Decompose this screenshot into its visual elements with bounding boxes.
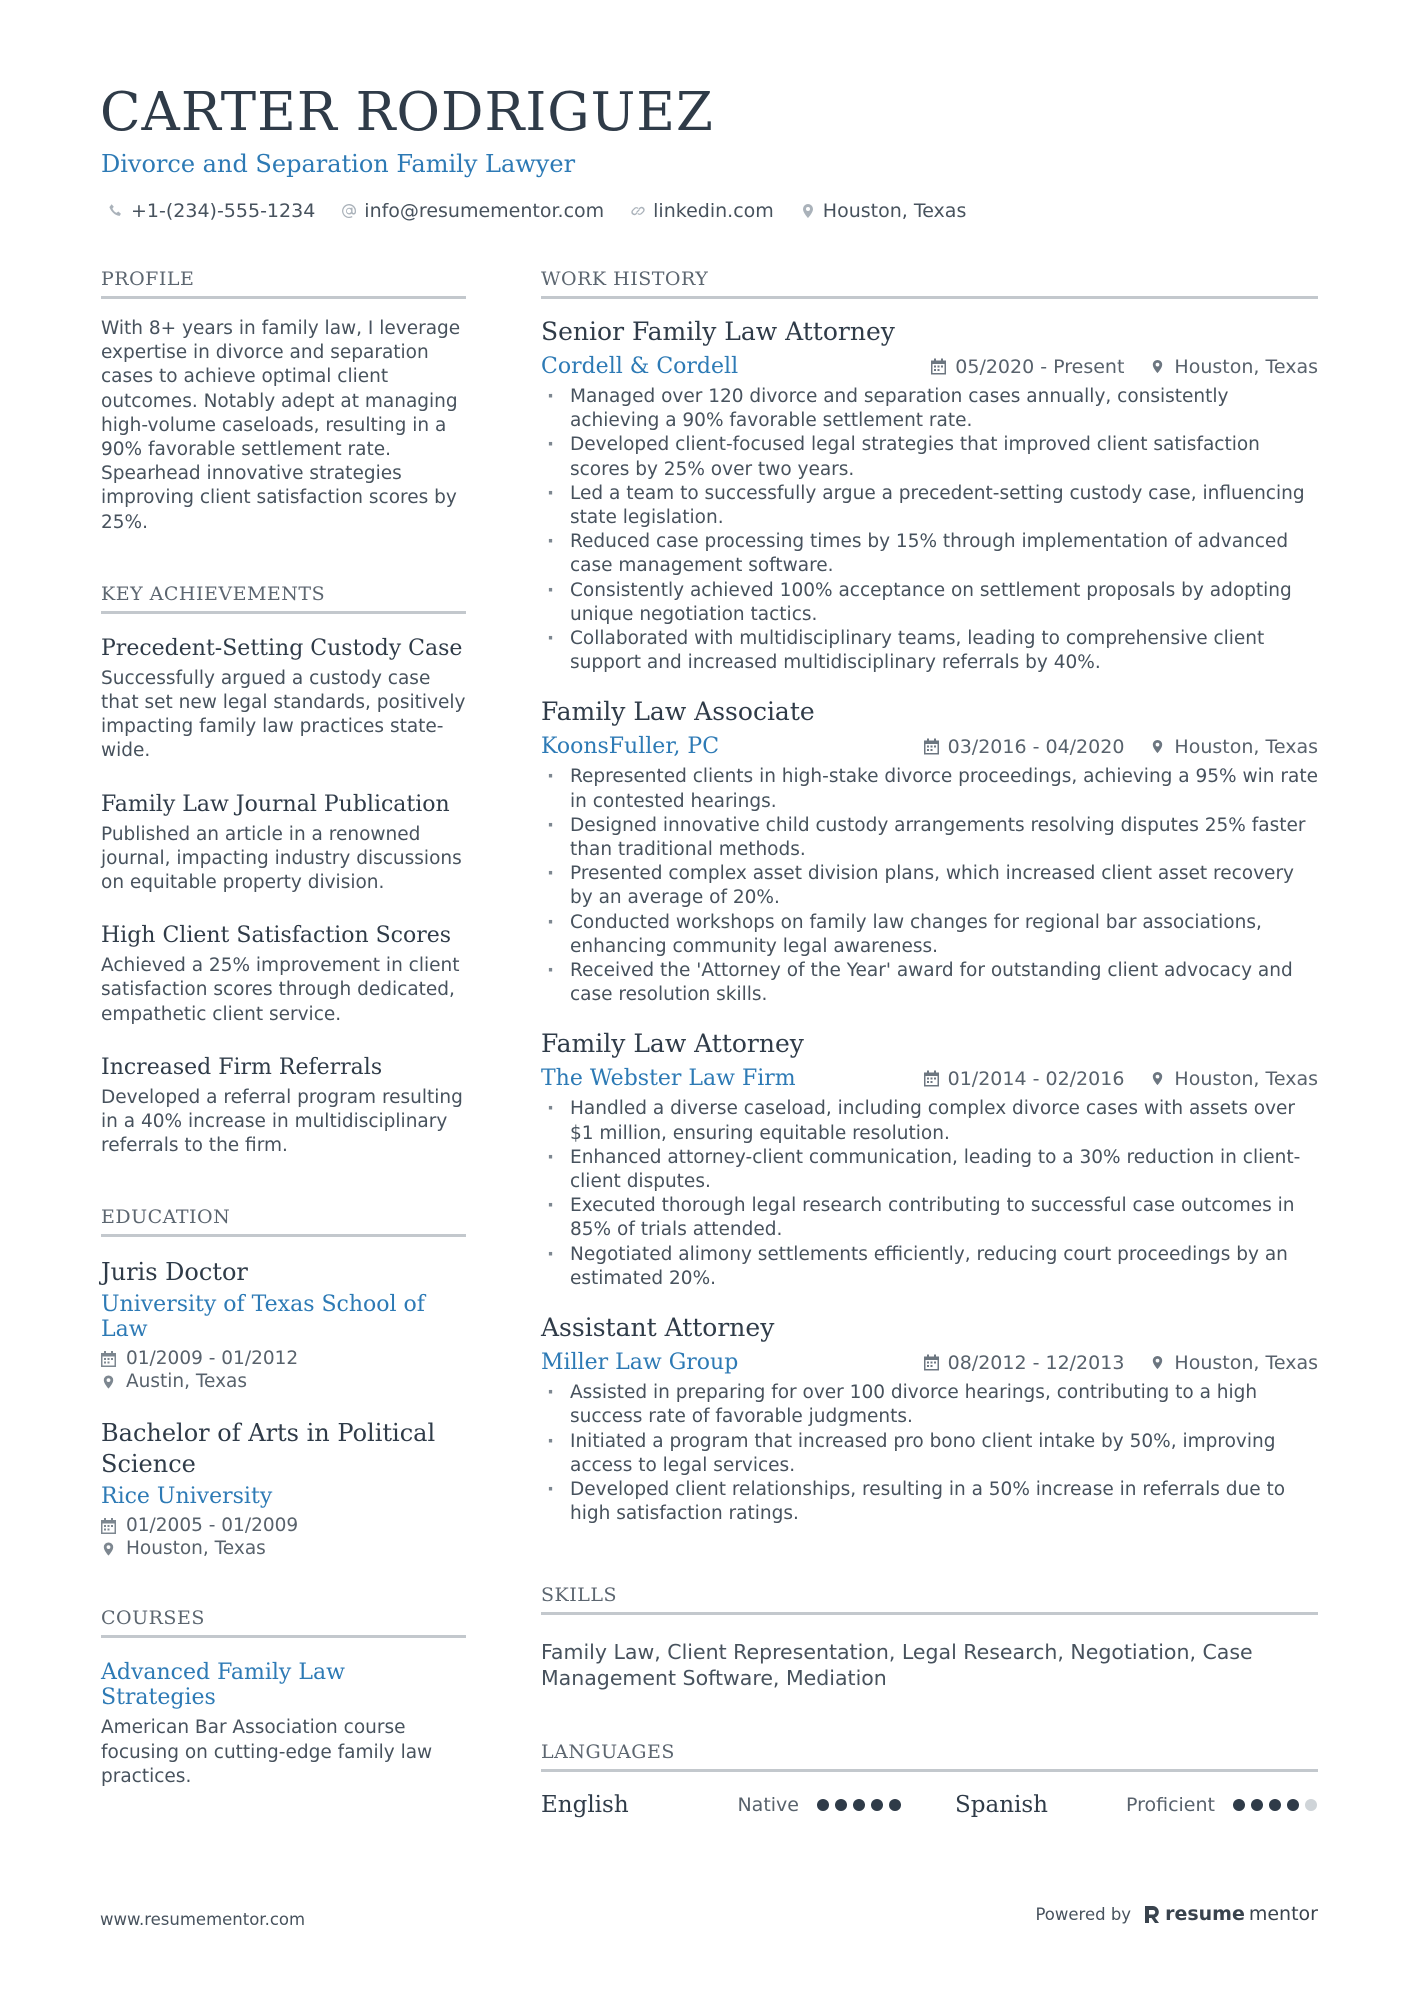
job-title: Senior Family Law Attorney bbox=[541, 317, 895, 346]
language-level: Native bbox=[737, 1794, 799, 1817]
candidate-title: Divorce and Separation Family Lawyer bbox=[101, 150, 576, 178]
job-bullet: · Reduced case processing times by 15% through implementation of advanced case management software. bbox=[541, 530, 1318, 578]
right-column bbox=[541, 268, 1318, 1818]
job-location-text: Houston, Texas bbox=[1174, 1351, 1318, 1374]
achievement-title: High Client Satisfaction Scores bbox=[101, 923, 452, 949]
job-title: Assistant Attorney bbox=[541, 1313, 775, 1343]
job-entry bbox=[541, 317, 1318, 675]
job-dates-text: 05/2020 - Present bbox=[955, 355, 1125, 378]
job-bullets bbox=[541, 385, 1318, 675]
job-dates bbox=[924, 736, 1125, 758]
profile-heading: PROFILE bbox=[101, 268, 466, 299]
job-bullet: · Assisted in preparing for over 100 divorce hearings, contributing to a high success rate of favorable judgments. bbox=[541, 1381, 1318, 1429]
contact-bar bbox=[108, 200, 966, 222]
language-item bbox=[541, 1792, 901, 1818]
language-item bbox=[955, 1792, 1317, 1818]
job-bullets bbox=[541, 765, 1318, 1007]
powered-by-text: Powered by bbox=[1035, 1904, 1132, 1924]
language-name: English bbox=[541, 1792, 629, 1819]
rating-dot-filled bbox=[1233, 1799, 1245, 1811]
location-pin-icon bbox=[1150, 738, 1165, 755]
link-icon bbox=[630, 203, 646, 219]
job-subline bbox=[541, 1350, 1318, 1375]
job-company: Cordell & Cordell bbox=[541, 354, 739, 379]
courses-heading: COURSES bbox=[101, 1607, 466, 1638]
brand-mark-icon bbox=[1143, 1904, 1161, 1924]
education-location bbox=[101, 1538, 466, 1559]
job-bullets bbox=[541, 1097, 1318, 1291]
job-title: Family Law Associate bbox=[541, 697, 815, 727]
job-location-text: Houston, Texas bbox=[1174, 1067, 1318, 1090]
achievement-title: Increased Firm Referrals bbox=[101, 1054, 383, 1080]
education-location bbox=[101, 1371, 466, 1392]
education-heading: EDUCATION bbox=[101, 1206, 466, 1237]
job-location bbox=[1150, 1352, 1318, 1374]
job-bullet: · Developed client-focused legal strategies that improved client satisfaction scores by 25% over two years. bbox=[541, 433, 1318, 481]
job-subline bbox=[541, 734, 1318, 759]
candidate-name: CARTER RODRIGUEZ bbox=[100, 82, 714, 143]
skills-text: Family Law, Client Representation, Legal Research, Negotiation, Case Management Software, Mediation bbox=[541, 1640, 1253, 1691]
job-bullet: · Enhanced attorney-client communication, leading to a 30% reduction in client-client disputes. bbox=[541, 1146, 1318, 1194]
job-bullet: · Developed client relationships, resulting in a 50% increase in referrals due to high satisfaction ratings. bbox=[541, 1478, 1318, 1526]
left-column bbox=[101, 268, 466, 1789]
achievement-item bbox=[101, 1055, 466, 1159]
achievement-title: Family Law Journal Publication bbox=[101, 791, 450, 817]
job-bullet: · Led a team to successfully argue a precedent-setting custody case, influencing state legislation. bbox=[541, 482, 1318, 530]
education-dates bbox=[101, 1515, 466, 1536]
language-rating bbox=[1233, 1799, 1317, 1811]
calendar-icon bbox=[101, 1518, 116, 1534]
brand-bold: resume bbox=[1165, 1903, 1245, 1925]
job-bullet: · Presented complex asset division plans, which increased client asset recovery by an average of 20%. bbox=[541, 862, 1318, 910]
location-pin-icon bbox=[1150, 1354, 1165, 1371]
job-subline bbox=[541, 354, 1318, 379]
education-dates-text: 01/2009 - 01/2012 bbox=[126, 1348, 299, 1370]
rating-dot-filled bbox=[817, 1799, 829, 1811]
job-company: Miller Law Group bbox=[541, 1350, 739, 1376]
rating-dot-filled bbox=[1287, 1799, 1299, 1811]
at-icon bbox=[341, 203, 357, 219]
contact-email bbox=[341, 200, 604, 222]
job-bullet: · Negotiated alimony settlements efficiently, reducing court proceedings by an estimated 20%. bbox=[541, 1243, 1318, 1291]
course-item bbox=[101, 1660, 466, 1789]
location-pin-icon bbox=[101, 1374, 116, 1390]
job-bullets bbox=[541, 1381, 1318, 1526]
job-bullet: · Collaborated with multidisciplinary teams, leading to comprehensive client support and increased multidisciplinary referrals by 40%. bbox=[541, 627, 1318, 675]
education-location-text: Austin, Texas bbox=[126, 1371, 248, 1393]
education-degree: Bachelor of Arts in Political Science bbox=[101, 1419, 436, 1479]
achievements-heading: KEY ACHIEVEMENTS bbox=[101, 583, 466, 614]
education-school: Rice University bbox=[101, 1484, 273, 1510]
job-subline bbox=[541, 1066, 1318, 1091]
course-title: Advanced Family Law Strategies bbox=[101, 1660, 345, 1711]
rating-dot-empty bbox=[1305, 1799, 1317, 1811]
linkedin-text: linkedin.com bbox=[653, 200, 774, 222]
job-bullet: · Consistently achieved 100% acceptance on settlement proposals by adopting unique negotiation tactics. bbox=[541, 579, 1318, 627]
location-pin-icon bbox=[101, 1541, 116, 1557]
job-dates-text: 08/2012 - 12/2013 bbox=[947, 1351, 1125, 1374]
job-bullet: · Managed over 120 divorce and separation cases annually, consistently achieving a 90% favorable settlement rate. bbox=[541, 385, 1318, 433]
education-school: University of Texas School of Law bbox=[101, 1292, 425, 1343]
education-item bbox=[101, 1418, 466, 1559]
job-bullet: · Designed innovative child custody arrangements resolving disputes 25% faster than traditional methods. bbox=[541, 814, 1318, 862]
education-dates-text: 01/2005 - 01/2009 bbox=[126, 1515, 299, 1537]
footer-url[interactable]: www.resumementor.com bbox=[100, 1910, 306, 1929]
job-location-text: Houston, Texas bbox=[1174, 355, 1318, 378]
job-company: The Webster Law Firm bbox=[541, 1066, 796, 1092]
job-bullet: · Conducted workshops on family law changes for regional bar associations, enhancing community legal awareness. bbox=[541, 911, 1318, 959]
contact-linkedin bbox=[630, 200, 774, 222]
rating-dot-filled bbox=[853, 1799, 865, 1811]
calendar-icon bbox=[924, 1070, 939, 1087]
job-title: Family Law Attorney bbox=[541, 1029, 804, 1059]
languages-heading: LANGUAGES bbox=[541, 1741, 1318, 1772]
language-level: Proficient bbox=[1125, 1794, 1215, 1817]
job-bullet: · Executed thorough legal research contributing to successful case outcomes in 85% of trials attended. bbox=[541, 1194, 1318, 1242]
location-pin-icon bbox=[800, 203, 816, 219]
education-dates bbox=[101, 1348, 466, 1369]
achievement-item bbox=[101, 923, 466, 1027]
achievement-text: Achieved a 25% improvement in client satisfaction scores through dedicated, empathetic client service. bbox=[101, 955, 460, 1025]
job-dates bbox=[931, 356, 1124, 378]
achievement-text: Published an article in a renowned journal, impacting industry discussions on equitable property division. bbox=[101, 823, 462, 894]
job-location bbox=[1150, 736, 1318, 758]
job-location bbox=[1150, 356, 1318, 378]
achievement-text: Successfully argued a custody case that set new legal standards, positively impacting family law practices state-wide. bbox=[101, 667, 466, 762]
calendar-icon bbox=[931, 358, 946, 375]
work-heading: WORK HISTORY bbox=[541, 268, 1318, 299]
job-bullet: · Represented clients in high-stake divorce proceedings, achieving a 95% win rate in contested hearings. bbox=[541, 765, 1318, 813]
contact-phone bbox=[108, 200, 315, 222]
job-dates bbox=[924, 1068, 1125, 1090]
location-pin-icon bbox=[1150, 1070, 1165, 1087]
achievement-text: Developed a referral program resulting in a 40% increase in multidisciplinary referrals to the firm. bbox=[101, 1086, 463, 1157]
job-bullet: · Received the 'Attorney of the Year' award for outstanding client advocacy and case resolution skills. bbox=[541, 959, 1318, 1007]
job-dates bbox=[924, 1352, 1125, 1374]
brand-light: mentor bbox=[1248, 1903, 1318, 1925]
education-item bbox=[101, 1257, 466, 1392]
email-text: info@resumementor.com bbox=[364, 200, 605, 222]
profile-text: With 8+ years in family law, I leverage expertise in divorce and separation cases to achieve optimal client outcomes. Notably adept at managing high-volume caseloads, resulting in a 90% favorable settlement rate. Spearhead innovative strategies improving client satisfaction scores by 25%. bbox=[101, 318, 461, 533]
job-company: KoonsFuller, PC bbox=[541, 734, 720, 760]
job-dates-text: 03/2016 - 04/2020 bbox=[947, 735, 1125, 758]
languages-row bbox=[541, 1792, 1318, 1818]
job-bullet: · Handled a diverse caseload, including complex divorce cases with assets over $1 million, ensuring equitable resolution. bbox=[541, 1097, 1318, 1145]
phone-text: +1-(234)-555-1234 bbox=[131, 200, 316, 222]
phone-icon bbox=[108, 203, 124, 219]
location-text: Houston, Texas bbox=[822, 200, 967, 222]
calendar-icon bbox=[924, 1354, 939, 1371]
education-location-text: Houston, Texas bbox=[126, 1538, 266, 1560]
language-rating bbox=[817, 1799, 901, 1811]
rating-dot-filled bbox=[871, 1799, 883, 1811]
location-pin-icon bbox=[1150, 358, 1165, 375]
job-dates-text: 01/2014 - 02/2016 bbox=[947, 1067, 1125, 1090]
job-location-text: Houston, Texas bbox=[1174, 735, 1318, 758]
achievement-item bbox=[101, 636, 466, 764]
job-bullet: · Initiated a program that increased pro bono client intake by 50%, improving access to legal services. bbox=[541, 1430, 1318, 1478]
calendar-icon bbox=[924, 738, 939, 755]
skills-heading: SKILLS bbox=[541, 1584, 1318, 1615]
rating-dot-filled bbox=[889, 1799, 901, 1811]
rating-dot-filled bbox=[835, 1799, 847, 1811]
job-entry bbox=[541, 1029, 1318, 1291]
calendar-icon bbox=[101, 1351, 116, 1367]
job-entry bbox=[541, 1313, 1318, 1526]
language-name: Spanish bbox=[955, 1792, 1048, 1819]
brand-logo[interactable] bbox=[1143, 1903, 1318, 1925]
rating-dot-filled bbox=[1269, 1799, 1281, 1811]
contact-location bbox=[800, 200, 967, 222]
achievement-title: Precedent-Setting Custody Case bbox=[101, 635, 463, 661]
course-text: American Bar Association course focusing on cutting-edge family law practices. bbox=[101, 1717, 433, 1787]
job-entry bbox=[541, 697, 1318, 1007]
job-location bbox=[1150, 1068, 1318, 1090]
powered-by bbox=[1035, 1903, 1318, 1925]
achievement-item bbox=[101, 792, 466, 896]
education-degree: Juris Doctor bbox=[101, 1258, 248, 1287]
rating-dot-filled bbox=[1251, 1799, 1263, 1811]
